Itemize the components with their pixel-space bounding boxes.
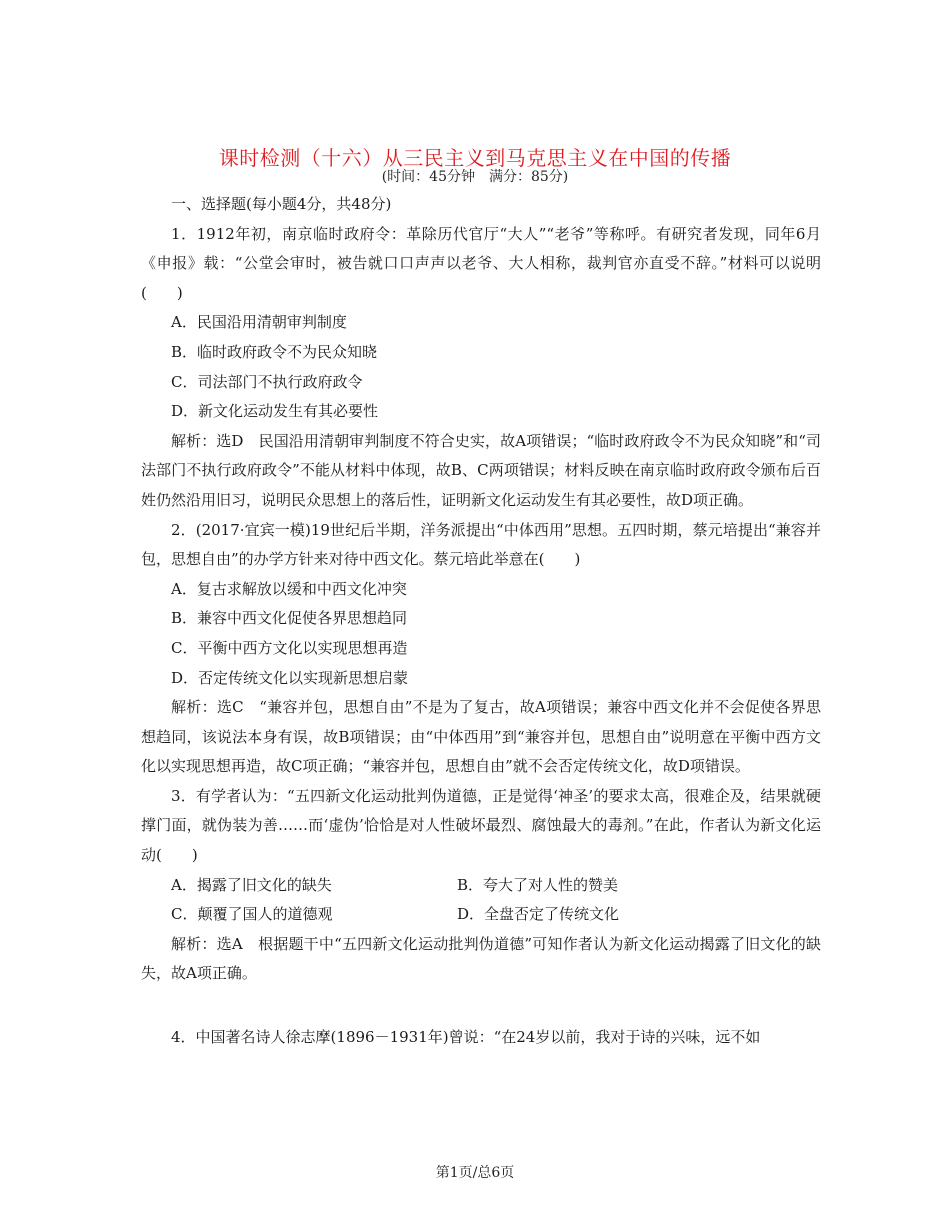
answer-option: C．司法部门不执行政府政令 [171,372,363,391]
answer-option: B．临时政府政令不为民众知晓 [171,342,378,361]
spacer [141,989,821,1023]
answer-option: A．民国沿用清朝审判制度 [171,313,347,332]
answer-option: D．新文化运动发生有其必要性 [171,402,379,421]
answer-option: B．夸大了对人性的赞美 [457,875,619,894]
page-indicator: 第1页/总6页 [435,1165,515,1181]
question-stem: 2．(2017·宜宾一模)19世纪后半期，洋务派提出“中体西用”思想。五四时期，蔡元培提出“兼容并包，思想自由”的办学方针来对待中西文化。蔡元培此举意在( ) [141,520,821,569]
answer-option: D．否定传统文化以实现新思想启蒙 [171,668,409,687]
question-stem: 3．有学者认为：“五四新文化运动批判伪道德，正是觉得‘神圣’的要求太高，很难企及，结果就硬撑门面，就伪装为善……而‘虚伪’恰恰是对人性破坏最烈、腐蚀最大的毒剂。”在此，作者认为新文化运动( ) [141,786,821,865]
question-stem: 4．中国著名诗人徐志摩(1896－1931年)曾说：“在24岁以前，我对于诗的兴味，远不如 [171,1028,761,1047]
section-heading: 一、选择题(每小题4分，共48分) [171,195,392,213]
answer-analysis: 解析：选A 根据题干中“五四新文化运动批判伪道德”可知作者认为新文化运动揭露了旧文化的缺失，故A项正确。 [141,934,821,983]
answer-option: A．揭露了旧文化的缺失 [171,875,332,894]
answer-option: C．颠覆了国人的道德观 [171,905,333,924]
answer-option: D．全盘否定了传统文化 [457,905,620,924]
document-body [141,190,821,1053]
answer-option: A．复古求解放以缓和中西文化冲突 [171,579,407,598]
question-stem: 1．1912年初，南京临时政府令：革除历代官厅“大人”“老爷”等称呼。有研究者发现，同年6月《申报》载：“公堂会审时，被告就口口声声以老爷、大人相称，裁判官亦直受不辞。”材料可以说明( ) [141,224,821,302]
answer-analysis: 解析：选C “兼容并包，思想自由”不是为了复古，故A项错误；兼容中西文化并不会促使各界思想趋同，该说法本身有误，故B项错误；由“中体西用”到“兼容并包，思想自由”说明意在平衡中西方文化以实现思想再造，故C项正确；“兼容并包，思想自由”就不会否定传统文化，故D项错误。 [141,698,821,776]
answer-option: C．平衡中西方文化以实现思想再造 [171,638,408,657]
option-row [141,871,821,901]
page-title: 课时检测（十六）从三民主义到马克思主义在中国的传播 [218,146,732,170]
option-row [141,900,821,930]
answer-analysis: 解析：选D 民国沿用清朝审判制度不符合史实，故A项错误；“临时政府政令不为民众知晓”和“司法部门不执行政府政令”不能从材料中体现，故B、C两项错误；材料反映在南京临时政府政令颁布后百姓仍然沿用旧习，说明民众思想上的落后性，证明新文化运动发生有其必要性，故D项正确。 [141,431,821,509]
exam-info: (时间：45分钟 满分：85分) [381,169,569,185]
answer-option: B．兼容中西文化促使各界思想趋同 [171,609,408,628]
